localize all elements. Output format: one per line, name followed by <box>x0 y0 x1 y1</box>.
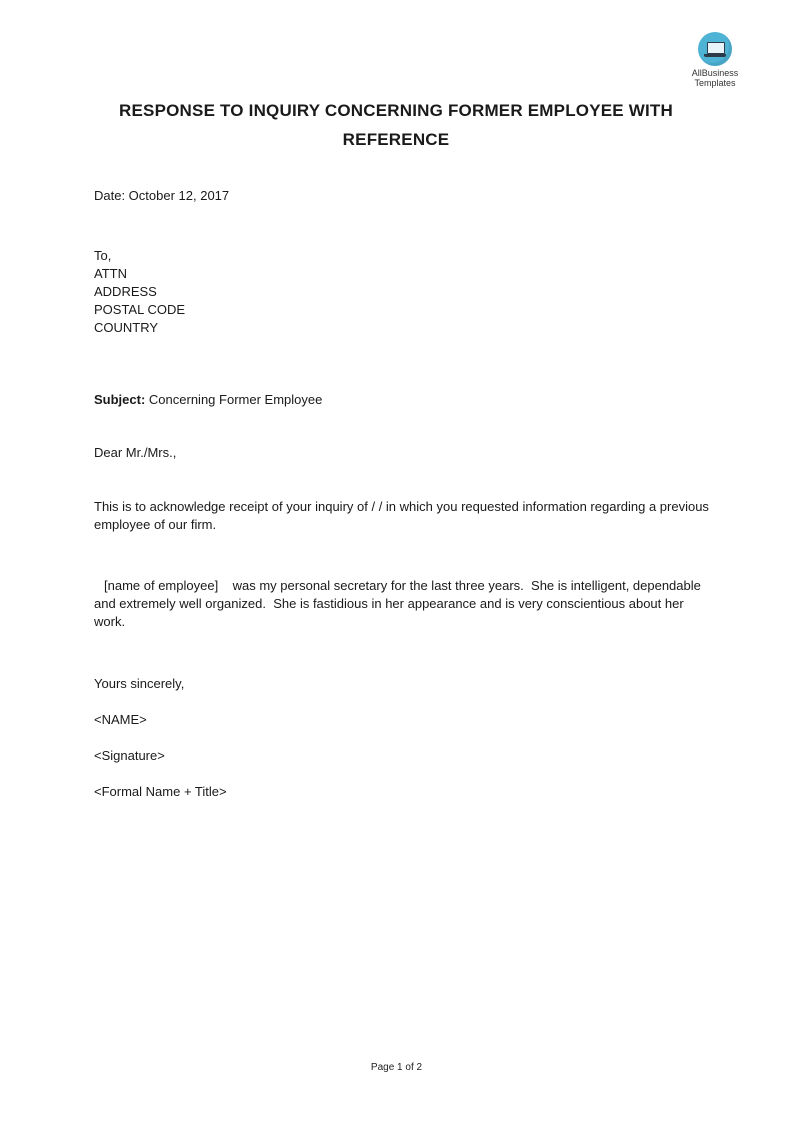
subject-line <box>94 391 322 409</box>
page-number: Page 1 of 2 <box>370 1062 423 1073</box>
paragraph-employee-reference: [name of employee] was my personal secretary for the last three years. She is intelligent, dependable and extremely well organized. She is fastidious in her appearance and is very conscientious about her work. <box>94 578 705 629</box>
formal-name-placeholder: <Formal Name + Title> <box>94 784 227 799</box>
recipient-attn: ATTN <box>94 266 127 281</box>
letter-date: Date: October 12, 2017 <box>94 188 230 203</box>
logo-line-1: AllBusiness <box>691 68 739 78</box>
salutation: Dear Mr./Mrs., <box>94 445 177 460</box>
document-title: RESPONSE TO INQUIRY CONCERNING FORMER EMPLOYEE WITH REFERENCE <box>119 101 673 149</box>
allbusiness-templates-logo <box>686 32 744 88</box>
recipient-postal-code: POSTAL CODE <box>94 302 186 317</box>
paragraph-acknowledgement: This is to acknowledge receipt of your inquiry of / / in which you requested information regarding a previous employee of our firm. <box>94 499 709 532</box>
recipient-country: COUNTRY <box>94 320 159 335</box>
signature-placeholder: <Signature> <box>94 748 165 763</box>
subject-label: Subject: <box>94 392 146 407</box>
logo-line-2: Templates <box>694 78 736 88</box>
logo-text <box>686 68 744 88</box>
closing: Yours sincerely, <box>94 676 185 691</box>
name-placeholder: <NAME> <box>94 712 147 727</box>
subject-value: Concerning Former Employee <box>148 392 323 407</box>
recipient-address: ADDRESS <box>94 284 157 299</box>
recipient-to: To, <box>94 248 112 263</box>
laptop-icon <box>698 32 732 66</box>
